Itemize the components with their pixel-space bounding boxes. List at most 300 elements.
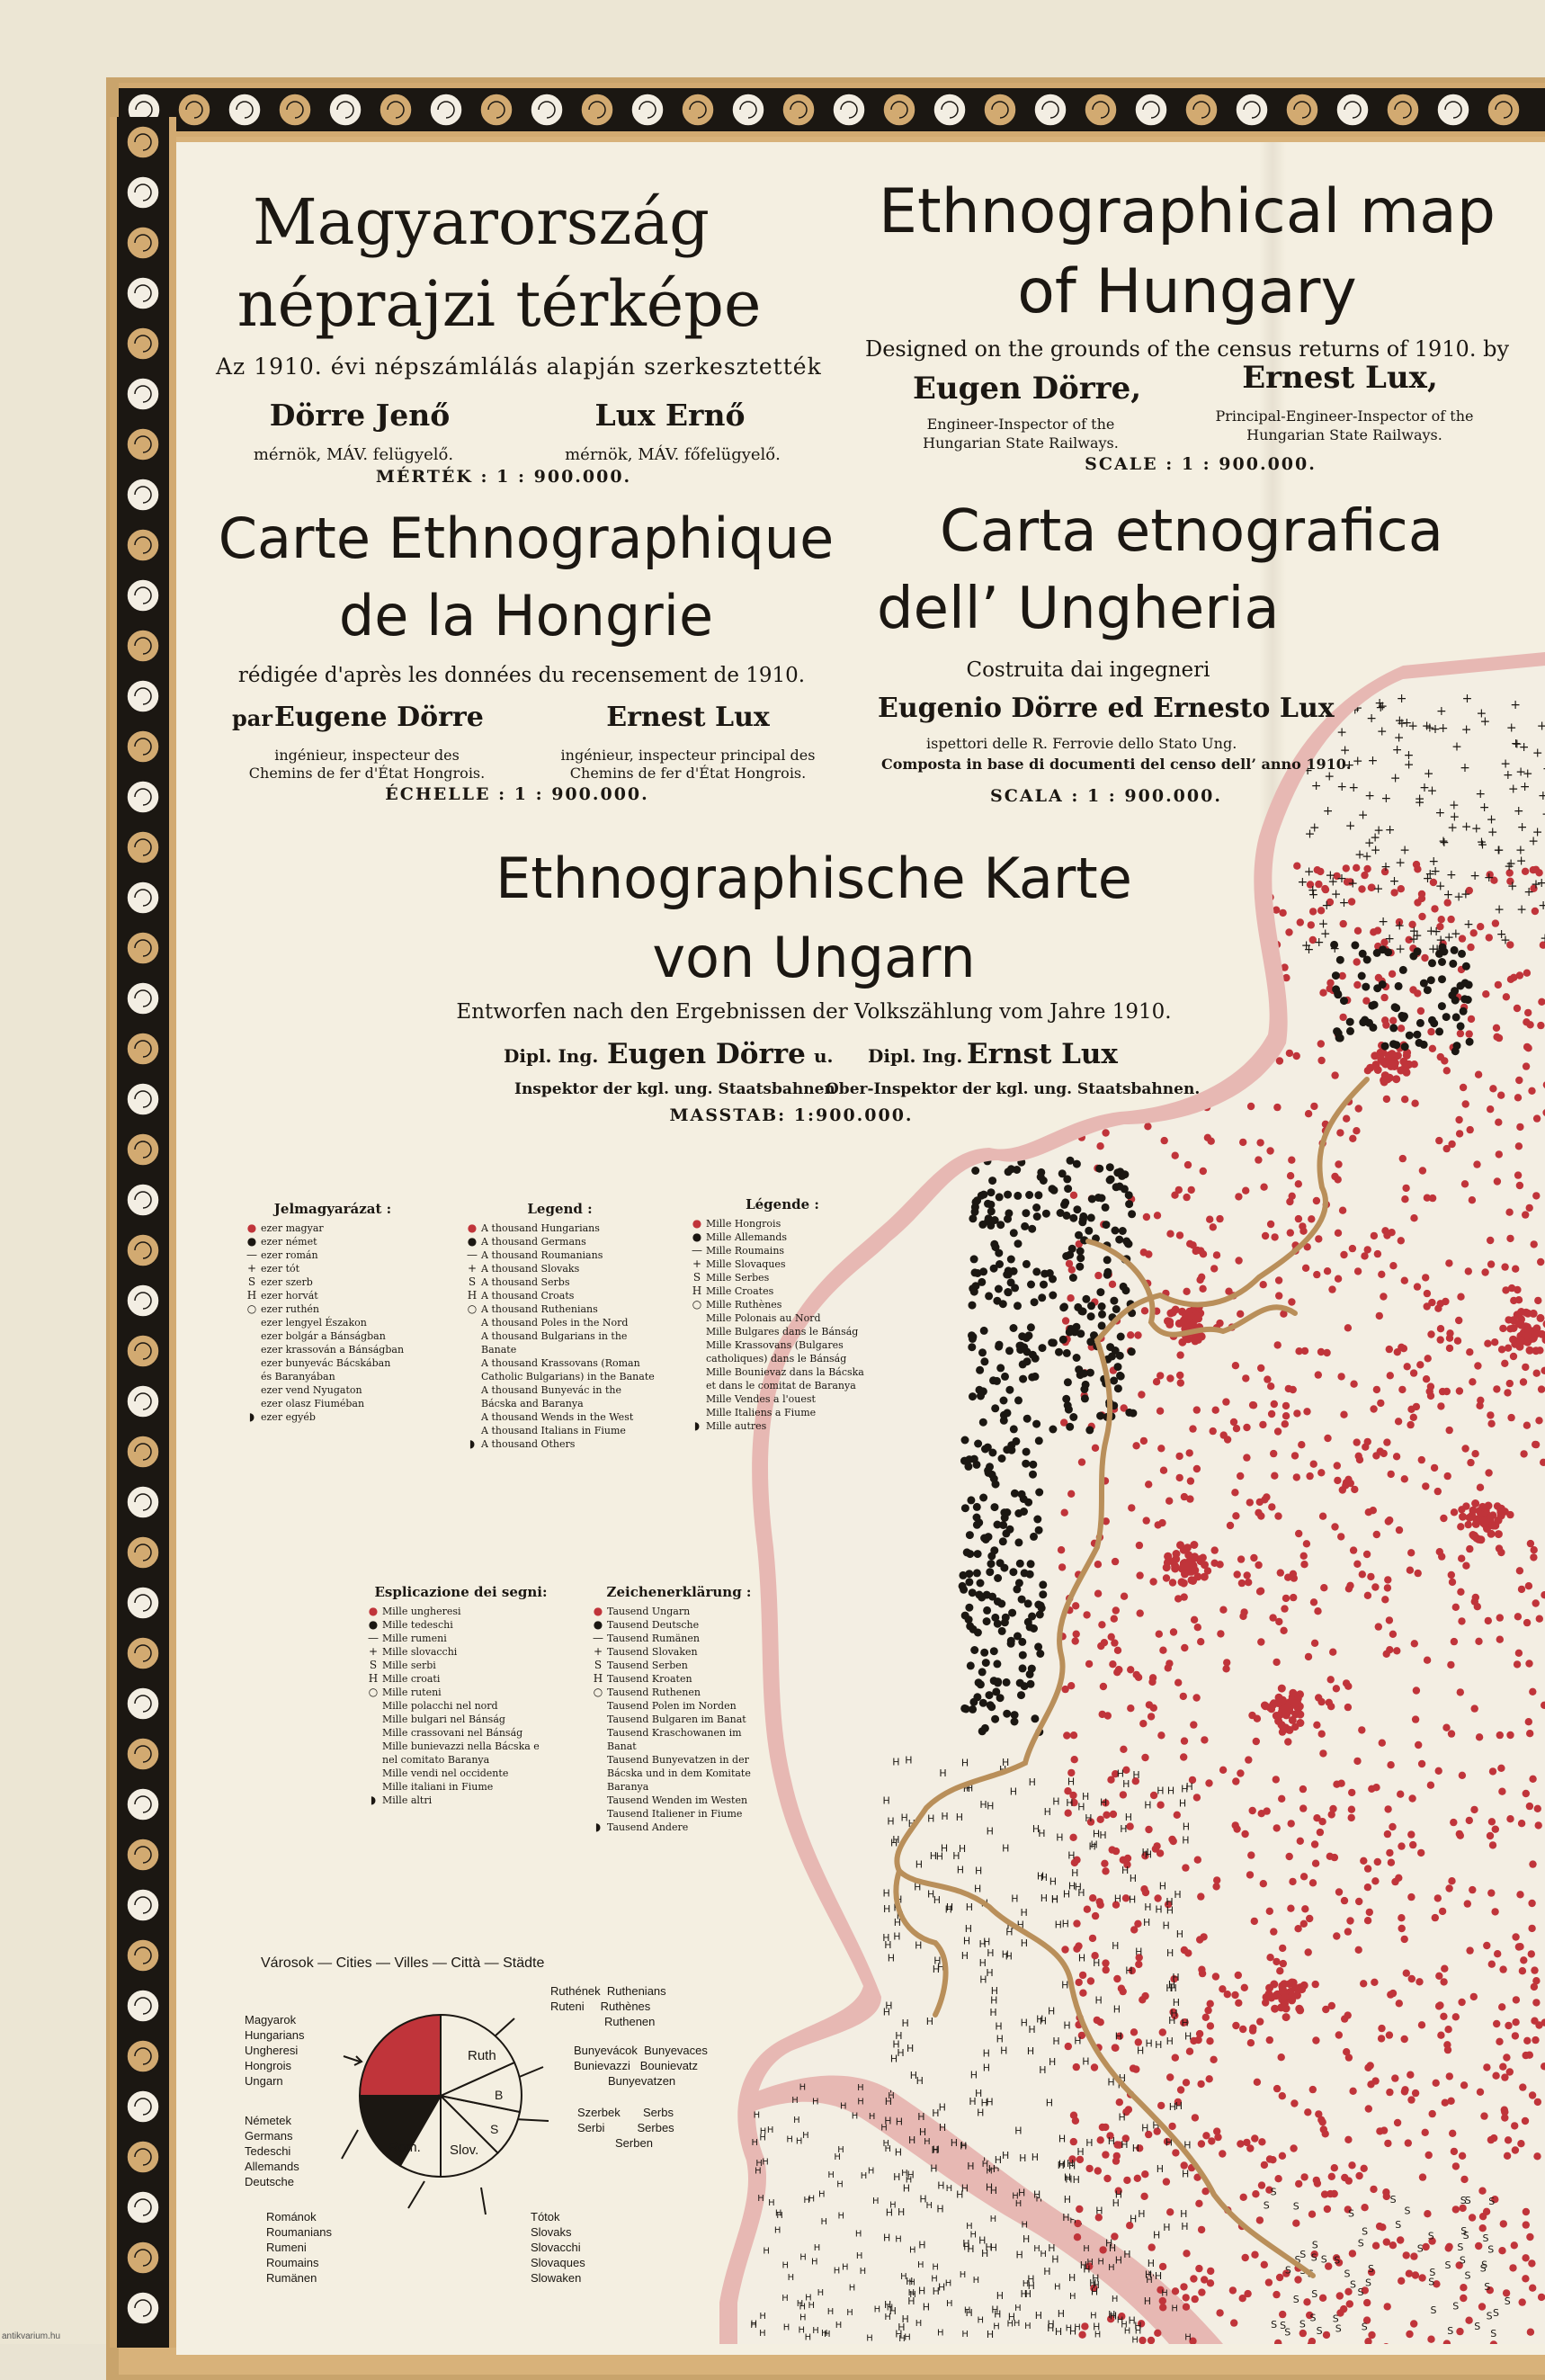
map-symbol: H [797,2299,804,2309]
map-symbol [1515,1296,1523,1303]
map-symbol: H [840,2102,847,2112]
legend-item [243,1343,423,1356]
map-symbol: + [1326,869,1336,883]
map-symbol [1116,1352,1124,1360]
map-symbol: + [1390,772,1401,786]
map-symbol: H [941,1842,948,1854]
map-symbol: H [1186,1781,1193,1793]
map-symbol [1371,2077,1379,2084]
map-symbol [1311,1640,1318,1647]
map-symbol [993,1377,1001,1385]
map-symbol [1438,916,1445,923]
map-symbol [1317,1040,1325,1047]
map-symbol [1033,1212,1041,1221]
map-symbol [1339,1207,1346,1214]
map-symbol [1499,1325,1506,1332]
map-symbol [969,1705,977,1713]
map-symbol: H [936,2204,943,2215]
map-symbol [1172,1152,1179,1159]
map-symbol [1007,1640,1015,1648]
map-symbol [1213,2127,1220,2134]
map-symbol [1522,1364,1529,1371]
map-symbol: H [956,2188,963,2200]
map-symbol [1139,2337,1146,2344]
map-symbol [1448,1730,1455,1737]
map-symbol: H [895,2234,902,2244]
map-symbol [1230,1418,1237,1426]
map-symbol [1386,1346,1393,1353]
legend-item [463,1289,656,1302]
map-symbol: H [821,2329,828,2339]
map-symbol [1353,1561,1361,1568]
map-symbol [1034,1642,1042,1651]
map-symbol [1306,1915,1313,1922]
map-symbol [1478,2188,1486,2195]
author2-french: Ernest Lux [576,702,800,733]
map-symbol [1019,1375,1027,1383]
map-symbol: H [889,2305,897,2317]
title-german-line1: Ethnographische Karte [409,846,1219,911]
map-symbol [1274,2175,1282,2182]
map-symbol [1281,1605,1288,1612]
map-symbol [1112,1848,1120,1855]
map-symbol [1506,2068,1514,2075]
map-symbol [969,1335,977,1343]
map-symbol [1232,1024,1239,1031]
city-label: Bounievatz [640,2059,698,2072]
map-symbol: H [857,2098,864,2107]
map-symbol: H [1113,2004,1121,2016]
map-symbol [1239,2026,1246,2033]
map-symbol [1531,1240,1538,1248]
map-symbol [1487,1411,1494,1418]
map-symbol [1006,1526,1014,1534]
map-symbol [1399,966,1407,974]
map-symbol [1384,1805,1391,1812]
legend-label: Tausend Kraschowanen im Banat [607,1726,769,1753]
map-symbol [1275,1292,1282,1299]
map-symbol [1324,2206,1331,2213]
map-symbol: H [824,2330,831,2340]
map-symbol [1257,1364,1264,1372]
map-symbol [1250,1401,1257,1409]
map-symbol [1112,1558,1119,1565]
map-symbol [1512,2018,1519,2026]
map-symbol [1529,1860,1536,1867]
map-symbol [1191,1552,1199,1561]
map-symbol [1058,1563,1066,1570]
map-symbol [1469,1378,1476,1385]
map-symbol [1250,1554,1257,1561]
map-symbol [994,1597,1002,1606]
map-symbol: H [961,1757,969,1768]
map-symbol [961,1436,969,1445]
map-symbol: H [915,1859,923,1871]
map-symbol [1102,1959,1109,1966]
map-symbol [1098,1311,1106,1319]
map-symbol: + [1451,739,1462,754]
map-symbol [1533,1114,1541,1122]
map-symbol: H [1058,2160,1065,2171]
map-symbol: H [811,2258,818,2268]
map-symbol [1166,1374,1174,1382]
map-symbol: H [978,2316,985,2326]
legend-item [589,1726,769,1753]
map-symbol [1326,1699,1333,1706]
map-symbol [974,1440,982,1448]
map-symbol [1460,1007,1468,1016]
author2-role-hungarian: mérnök, MÁV. főfelügyelő. [556,445,790,464]
map-symbol [1534,1297,1541,1304]
map-symbol [1354,1267,1362,1275]
map-symbol: H [1049,1876,1057,1888]
map-symbol [1386,2089,1393,2096]
map-symbol [1067,1490,1075,1498]
map-symbol: H [1069,2325,1076,2337]
map-symbol [1057,1209,1065,1217]
map-symbol: H [1038,1828,1045,1839]
map-symbol: H [905,1755,912,1767]
map-symbol [980,1534,988,1543]
map-symbol [1412,2271,1419,2278]
map-symbol: + [1309,820,1320,835]
map-symbol [963,1548,971,1556]
map-symbol [1102,2124,1109,2131]
map-symbol [1239,1139,1246,1146]
map-symbol [1406,1032,1414,1040]
map-symbol [1292,2220,1299,2227]
map-symbol: H [1168,2015,1175,2027]
legend-english-heading: Legend : [463,1203,656,1216]
map-symbol [1136,1571,1143,1579]
pie-label-b: B [495,2088,503,2102]
map-symbol [1335,1275,1342,1283]
map-symbol: H [1002,1842,1009,1854]
map-symbol [1061,1509,1068,1517]
map-symbol [1462,1100,1469,1107]
legend-german-heading: Zeichenerklärung : [589,1586,769,1599]
map-symbol [1237,924,1245,931]
map-symbol: H [996,2033,1004,2044]
title-french-line2: de la Hongrie [184,583,868,649]
map-symbol: + [1514,804,1524,819]
map-symbol [1320,2125,1327,2133]
map-symbol: + [1479,801,1490,815]
map-symbol [1265,2278,1273,2286]
map-symbol [1427,1330,1434,1338]
map-symbol [1157,1408,1164,1415]
map-symbol [965,1615,973,1624]
map-symbol: H [882,1932,889,1944]
map-symbol: H [1005,1926,1013,1937]
map-symbol: H [989,2007,996,2018]
map-symbol: H [1023,2233,1030,2245]
map-symbol [1163,1574,1170,1581]
map-symbol [1268,1503,1275,1510]
map-symbol [1511,2241,1518,2249]
map-symbol: + [1438,721,1449,736]
legend-item [463,1235,656,1248]
map-symbol [981,1445,989,1454]
map-symbol [1520,1378,1527,1385]
map-symbol [1395,982,1403,990]
map-symbol: H [1118,2079,1125,2090]
legend-item [364,1605,558,1618]
legend-symbol: + [463,1262,481,1275]
map-symbol [1032,1420,1040,1428]
map-symbol [1355,2172,1362,2179]
map-symbol [983,1606,991,1615]
map-symbol: + [1347,877,1358,891]
map-symbol: H [897,1910,904,1921]
scale-english: SCALE : 1 : 900.000. [1057,454,1344,474]
map-symbol [986,1568,994,1576]
map-symbol [1295,1180,1302,1187]
map-symbol [965,1455,973,1463]
map-symbol [987,1207,996,1215]
map-symbol: H [884,2299,891,2311]
map-symbol [1135,1961,1142,1968]
map-symbol [967,1496,975,1504]
map-symbol [1492,1826,1499,1833]
author1-hungarian: Dörre Jenő [256,398,463,433]
map-symbol [1183,2079,1190,2086]
map-symbol: H [1021,1937,1028,1949]
arrow-romanians [408,2181,424,2208]
map-symbol [1345,1585,1353,1592]
map-symbol [1530,866,1537,873]
map-symbol [1238,1579,1246,1587]
map-symbol [1466,1545,1473,1552]
map-symbol [1536,1615,1543,1623]
map-symbol [1415,1570,1422,1577]
map-symbol [1358,885,1365,892]
legend-item [688,1365,877,1392]
map-symbol [1079,1972,1086,1979]
map-symbol [1260,1281,1267,1288]
legend-item [364,1740,558,1767]
map-symbol [1160,1467,1167,1474]
map-symbol: H [893,1902,900,1914]
map-symbol: + [1532,746,1543,760]
map-symbol [978,1221,987,1229]
map-symbol [1136,1542,1143,1549]
map-symbol: + [1439,836,1450,850]
map-symbol [1408,1794,1416,1802]
map-symbol [1308,2211,1316,2218]
map-symbol [1064,1378,1072,1386]
map-symbol [1261,2261,1268,2268]
map-symbol [1266,2036,1273,2044]
map-symbol [1087,1977,1094,1984]
map-symbol: H [1157,1785,1164,1797]
map-symbol [1461,1180,1469,1187]
map-symbol: H [919,2193,926,2205]
legend-symbol: S [688,1271,706,1284]
map-symbol: + [1299,702,1310,716]
map-symbol [1112,1227,1120,1235]
map-symbol [1396,1526,1403,1534]
map-symbol: H [1078,1952,1085,1964]
legend-item [688,1419,877,1433]
map-symbol: H [1007,2319,1014,2329]
city-label: Bunievazzi [574,2059,630,2072]
map-symbol [1529,2091,1536,2098]
map-symbol [1073,1631,1080,1638]
map-symbol: + [1362,849,1372,863]
map-symbol: H [1135,1946,1142,1958]
map-symbol [1031,1714,1039,1722]
map-symbol [1235,1193,1242,1200]
map-symbol [1506,1380,1514,1387]
map-symbol [976,1366,984,1374]
map-symbol: H [906,2276,913,2287]
map-symbol [993,1297,1001,1305]
map-symbol [1232,1362,1239,1369]
map-symbol [1279,1945,1286,1952]
map-symbol: + [1392,743,1403,757]
map-symbol: H [1161,2289,1168,2299]
map-symbol [1466,1817,1473,1824]
map-symbol [1141,1307,1148,1314]
map-symbol [1324,1435,1331,1442]
map-symbol [1493,1033,1500,1041]
map-symbol [1437,1402,1444,1409]
map-symbol: + [1428,942,1439,956]
map-symbol [1197,1638,1204,1645]
map-symbol: H [1021,1907,1028,1919]
map-symbol [1073,1160,1081,1168]
map-symbol [1180,1057,1187,1064]
map-symbol [1467,1126,1474,1133]
map-symbol [1094,2167,1102,2174]
map-symbol: H [860,2267,867,2277]
legend-item [688,1338,877,1365]
legend-label: ezer német [261,1235,423,1248]
map-symbol [1324,1267,1331,1275]
map-symbol: H [752,2138,759,2148]
map-symbol [1180,1753,1187,1760]
legend-label: ezer bolgár a Bánságban [261,1329,423,1343]
map-symbol [1175,1453,1183,1460]
map-symbol: H [1054,2282,1061,2292]
map-symbol: + [1453,890,1464,905]
map-symbol [1399,1155,1407,1162]
map-symbol: H [1121,2320,1128,2330]
map-symbol [1003,1710,1011,1718]
map-symbol [1435,1973,1442,1980]
map-symbol: H [906,2175,913,2185]
map-symbol: H [1046,2097,1053,2108]
map-symbol: H [1063,2020,1070,2032]
map-symbol [1420,980,1428,988]
map-symbol [1488,1521,1496,1529]
map-symbol [1194,1314,1202,1322]
map-symbol [1358,972,1366,980]
map-symbol [1154,2330,1161,2337]
legend-italian-heading: Esplicazione dei segni: [364,1586,558,1599]
map-symbol [1103,1221,1111,1229]
map-symbol [1499,1965,1506,1973]
city-label: Slovaques [531,2255,585,2270]
map-symbol [1114,1363,1122,1371]
map-symbol [1276,1057,1283,1064]
map-symbol [1482,990,1489,998]
map-symbol [1202,2132,1210,2139]
map-symbol [1141,2170,1148,2178]
map-symbol [1023,1260,1031,1268]
map-symbol [1010,1229,1018,1237]
map-symbol: S [1483,2232,1489,2244]
map-symbol: H [1093,2279,1100,2291]
map-symbol: H [973,2276,980,2286]
map-symbol [978,1278,986,1286]
map-symbol: H [1115,2255,1122,2267]
map-symbol [1063,1731,1070,1739]
legend-symbol: ◗ [243,1410,261,1424]
map-symbol: H [979,1799,987,1811]
map-symbol [983,1617,991,1625]
map-symbol [1406,2270,1413,2277]
map-symbol [1165,1320,1174,1329]
map-symbol [960,1704,969,1713]
map-symbol: H [776,2211,783,2221]
map-symbol: H [895,1894,902,1906]
map-symbol [1515,1142,1523,1150]
map-symbol [1434,1894,1442,1901]
map-symbol: H [970,2069,978,2080]
map-symbol: H [909,2245,916,2255]
map-symbol [1514,1660,1521,1668]
legend-label: Mille Slovaques [706,1257,877,1271]
map-symbol [1363,1551,1371,1558]
map-symbol [1149,1674,1157,1681]
map-symbol [1398,1386,1406,1393]
map-symbol [1303,2298,1310,2305]
map-symbol: + [1461,723,1472,738]
legend-label: Mille ungheresi [382,1605,558,1618]
map-symbol [1541,808,1545,822]
map-symbol [1498,1346,1505,1353]
map-symbol [1525,1582,1532,1589]
map-symbol [1251,2134,1258,2142]
map-symbol [984,1466,992,1474]
map-symbol [973,1503,981,1511]
map-symbol [1317,1469,1325,1476]
map-symbol: H [1182,2169,1189,2180]
title-french-line1: Carte Ethnographique [184,506,868,571]
legend-symbol: S [589,1659,607,1672]
map-symbol [1350,1546,1357,1553]
map-symbol [1467,944,1474,951]
map-symbol [1121,1069,1128,1076]
map-symbol [1442,1013,1451,1021]
pie-label-rom: Rom. [388,2140,421,2155]
map-symbol: + [1480,715,1491,729]
map-symbol [1282,2013,1290,2021]
map-symbol: H [1083,2264,1090,2276]
map-symbol [1183,1194,1190,1201]
map-symbol [1417,1849,1424,1857]
map-symbol [1149,1578,1157,1585]
map-symbol: H [1093,1828,1100,1839]
map-symbol: + [1368,754,1379,768]
map-symbol [1274,1427,1282,1435]
map-symbol [1487,1260,1495,1267]
map-symbol: H [1028,2024,1035,2036]
map-symbol [979,1494,987,1502]
map-symbol [965,1578,973,1586]
